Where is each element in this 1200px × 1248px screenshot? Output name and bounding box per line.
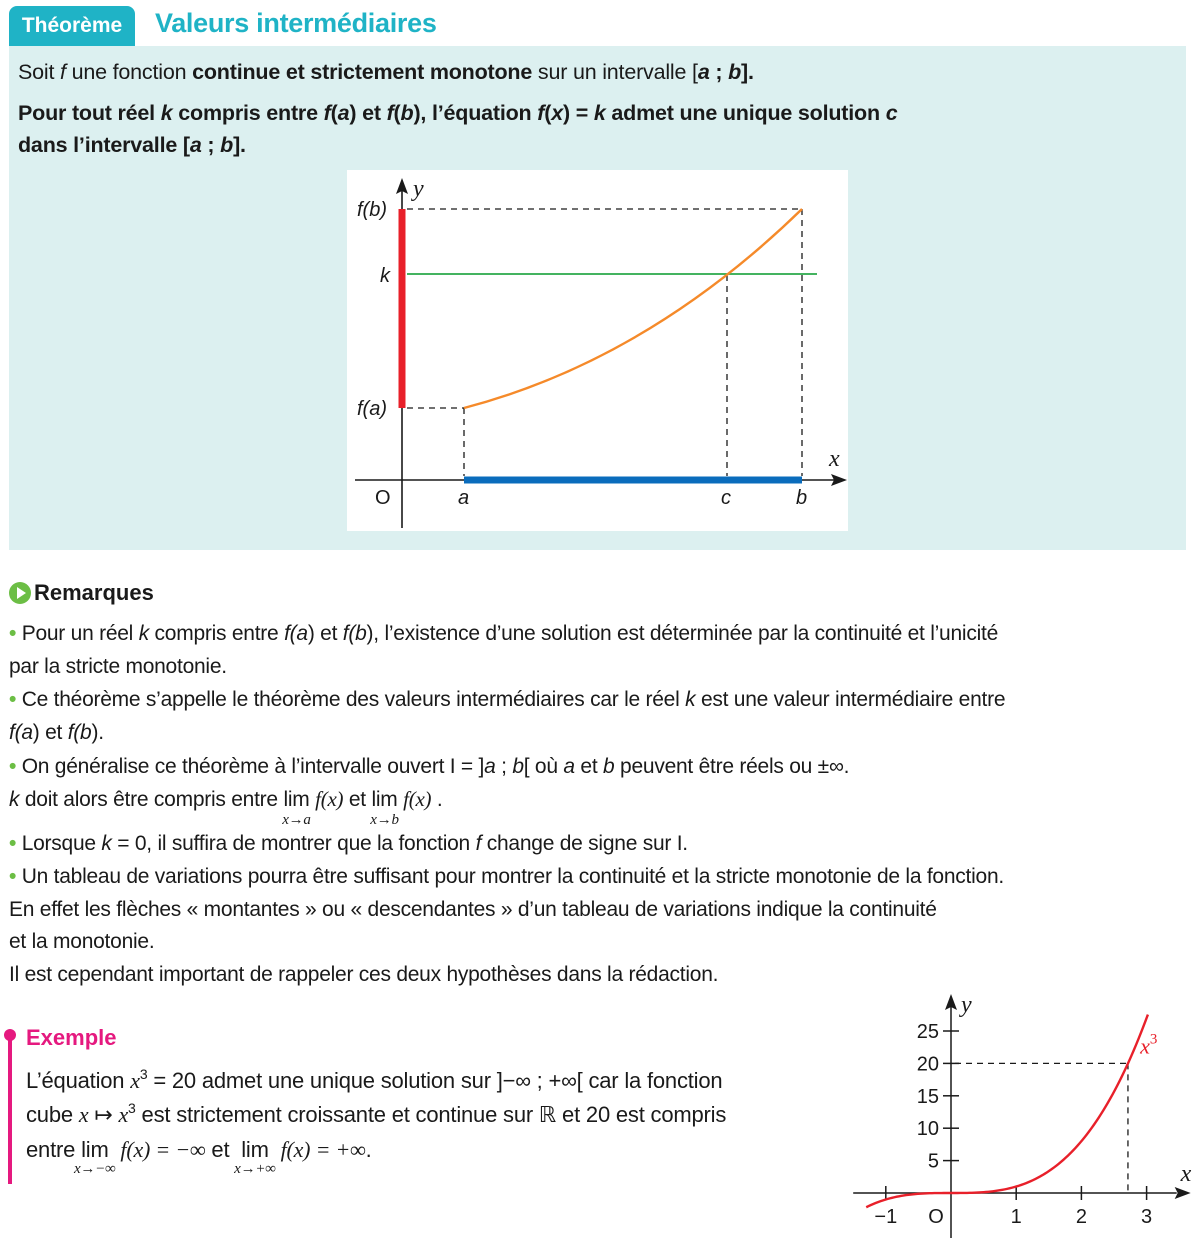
y-axis-label: y — [961, 992, 972, 1018]
math-a: a — [189, 133, 202, 157]
label-fa: f(a) — [357, 398, 387, 420]
y-tick-label: 25 — [916, 1021, 939, 1043]
x-tick-label: O — [928, 1206, 944, 1228]
cube-curve — [866, 1015, 1148, 1208]
math-k: k — [160, 101, 173, 125]
bullet-icon: • — [9, 832, 17, 855]
text: ) et — [32, 721, 68, 744]
lim-subscript: x→+∞ — [234, 1161, 276, 1177]
theorem-tag: Théorème — [9, 6, 135, 46]
text: et — [205, 1137, 236, 1162]
text: Soit — [18, 60, 61, 84]
x-axis-arrow-icon — [1175, 1187, 1191, 1199]
exponent: 3 — [139, 1066, 148, 1082]
ticks-group — [874, 1021, 1152, 1228]
remarques-title: Remarques — [34, 580, 154, 605]
math-a: a — [296, 622, 308, 645]
text: change de signe sur I. — [481, 832, 688, 855]
text: ; — [201, 133, 221, 157]
text: ), l’équation — [413, 101, 538, 125]
math-f: f — [475, 832, 482, 855]
math-b: b — [603, 755, 615, 778]
remark-5-cont: En effet les flèches « montantes » ou « descendantes » d’un tableau de variations indique la continuité — [9, 898, 937, 921]
math-a: a — [563, 755, 575, 778]
math-b: b — [355, 622, 367, 645]
math-k: k — [593, 101, 606, 125]
text: = 0, il suffira de montrer que la fonction — [111, 832, 476, 855]
text: ]. — [741, 60, 754, 84]
lim-text: lim — [371, 788, 398, 811]
text: est une valeur intermédiaire entre — [695, 688, 1006, 711]
math-a: a — [484, 755, 496, 778]
curve-label-exponent: 3 — [1149, 1031, 1158, 1048]
text: ; — [495, 755, 513, 778]
text: et — [574, 755, 604, 778]
remark-2 — [9, 688, 1005, 712]
text: Un tableau de variations pourra être suffisant pour montrer la continuité et la stricte monotonie de la fonction. — [16, 865, 1004, 888]
label-fb: f(b) — [357, 199, 387, 221]
text: est strictement croissante et continue sur ℝ et 20 est compris — [135, 1102, 727, 1127]
lim-text: lim — [241, 1137, 269, 1162]
text: Pour tout réel — [18, 101, 161, 125]
math-b: b — [512, 755, 524, 778]
math-b: b — [220, 133, 234, 157]
limit-b — [370, 788, 399, 828]
text: compris entre — [148, 622, 285, 645]
remark-5 — [9, 865, 1004, 889]
label-k: k — [380, 265, 390, 287]
math-f: f( — [67, 721, 81, 744]
text: Ce théorème s’appelle le théorème des valeurs intermédiaires car le réel — [16, 688, 686, 711]
maps-to-icon: ↦ — [88, 1102, 119, 1127]
label-c: c — [721, 487, 731, 509]
exponent: 3 — [128, 1100, 136, 1116]
text: ). — [91, 721, 104, 744]
remark-6: Il est cependant important de rappeler ces deux hypothèses dans la rédaction. — [9, 963, 719, 986]
text: Lorsque — [16, 832, 102, 855]
math-fx: f(x) — [315, 787, 344, 811]
math-expression: f(x) = −∞ — [120, 1137, 206, 1162]
x-tick-label: 2 — [1075, 1206, 1087, 1228]
text: peuvent être réels ou ±∞. — [614, 755, 850, 778]
text: On généralise ce théorème à l’intervalle ouvert I = ] — [16, 755, 485, 778]
remark-2-cont — [9, 721, 104, 745]
text: Pour un réel — [16, 622, 139, 645]
function-curve — [464, 209, 802, 408]
text: ) et — [307, 622, 343, 645]
lim-subscript: x→b — [370, 812, 399, 828]
math-f: f — [537, 101, 545, 125]
exemple-line-2 — [26, 1102, 726, 1128]
math-b: b — [400, 101, 414, 125]
x-tick-label: 3 — [1141, 1206, 1153, 1228]
text: . — [365, 1137, 372, 1162]
math-k: k — [9, 788, 20, 811]
bullet-icon: • — [9, 755, 17, 778]
bullet-icon: • — [9, 622, 17, 645]
remark-3-cont — [9, 787, 443, 828]
math-f: f — [60, 60, 66, 84]
math-k: k — [101, 832, 112, 855]
math-f: f( — [284, 622, 297, 645]
cube-chart-svg — [845, 990, 1200, 1248]
text: et — [343, 788, 372, 811]
math-x: x — [551, 101, 563, 125]
text: ), l’existence d’une solution est déterminée par la continuité et l’unicité — [366, 622, 998, 645]
text: une fonction — [65, 60, 193, 84]
bullet-icon: • — [9, 688, 17, 711]
label-a: a — [458, 487, 470, 509]
text: ; — [709, 60, 729, 84]
remark-5-cont-2: et la monotonie. — [9, 930, 155, 953]
remarques-heading — [9, 580, 154, 606]
lim-subscript: x→a — [282, 812, 311, 828]
text: compris entre — [172, 101, 324, 125]
text: [ où — [523, 755, 564, 778]
ivt-diagram-svg — [347, 170, 848, 531]
math-c: c — [885, 101, 898, 125]
x-tick-label: 1 — [1010, 1206, 1022, 1228]
text: ]. — [233, 133, 246, 157]
limit-a — [282, 788, 311, 828]
guides-group — [955, 1063, 1128, 1191]
text: cube — [26, 1102, 79, 1127]
limit-minus-inf — [73, 1137, 116, 1177]
theorem-title: Valeurs intermédiaires — [155, 8, 437, 38]
remark-4 — [9, 832, 688, 856]
exemple-title: Exemple — [26, 1025, 117, 1050]
x-axis-label: x — [1180, 1161, 1192, 1187]
y-tick-label: 20 — [916, 1053, 939, 1076]
math-expression: f(x) = +∞ — [280, 1137, 366, 1162]
label-b: b — [796, 487, 808, 509]
math-b: b — [80, 721, 92, 744]
y-tick-label: 15 — [916, 1085, 939, 1108]
y-tick-label: 5 — [927, 1150, 939, 1173]
limit-plus-inf — [234, 1137, 276, 1177]
lim-subscript: x→−∞ — [73, 1161, 116, 1177]
text: admet une unique solution — [605, 101, 886, 125]
cube-function-chart — [845, 990, 1200, 1248]
math-a: a — [21, 721, 33, 744]
curve-label-base: x — [1140, 1033, 1150, 1059]
math-x: x — [78, 1102, 89, 1127]
curve-label — [1139, 1032, 1157, 1059]
label-y-axis: y — [413, 176, 424, 202]
theorem-statement-line-1 — [18, 60, 754, 85]
remark-1 — [9, 622, 998, 646]
exemple-line-1 — [26, 1068, 722, 1094]
label-origin: O — [375, 487, 391, 509]
text: dans l’intervalle [ — [18, 133, 190, 157]
label-x-axis: x — [829, 446, 840, 472]
text: = 20 admet une unique solution sur ]−∞ ; +∞[ car la fonction — [147, 1068, 723, 1093]
theorem-statement-line-2: Pour tout réel k compris entre f(a) et f(b), l’équation f(x) = k admet une unique solution c — [18, 101, 898, 125]
remark-1-cont: par la stricte monotonie. — [9, 655, 227, 678]
math-x: x — [130, 1068, 140, 1093]
math-fx: f(x) — [403, 787, 432, 811]
emphasis: continue et strictement monotone — [192, 60, 533, 84]
y-tick-label: 10 — [916, 1118, 939, 1141]
text: . — [431, 788, 443, 811]
theorem-statement-line-3 — [18, 133, 246, 158]
math-f: f — [323, 101, 331, 125]
text: sur un intervalle [ — [532, 60, 698, 84]
math-a: a — [697, 60, 710, 84]
ivt-diagram — [347, 170, 848, 531]
text: doit alors être compris entre — [19, 788, 284, 811]
lim-text: lim — [283, 788, 310, 811]
axes-group — [853, 994, 1190, 1238]
math-a: a — [337, 101, 350, 125]
bullet-icon: • — [9, 865, 17, 888]
remark-3 — [9, 755, 849, 779]
play-circle-icon — [9, 582, 31, 604]
exemple-line-3 — [26, 1137, 372, 1177]
math-b: b — [728, 60, 742, 84]
text: et — [356, 101, 387, 125]
math-k: k — [138, 622, 149, 645]
text: ) = — [562, 101, 594, 125]
x-tick-label: −1 — [874, 1206, 898, 1228]
text: L’équation — [26, 1068, 131, 1093]
math-f: f( — [342, 622, 356, 645]
math-x: x — [118, 1102, 129, 1127]
lim-text: lim — [81, 1137, 109, 1162]
exemple-bar — [8, 1037, 12, 1184]
math-k: k — [685, 688, 696, 711]
math-f: f( — [9, 721, 22, 744]
math-f: f — [386, 101, 394, 125]
text: entre — [26, 1137, 82, 1162]
